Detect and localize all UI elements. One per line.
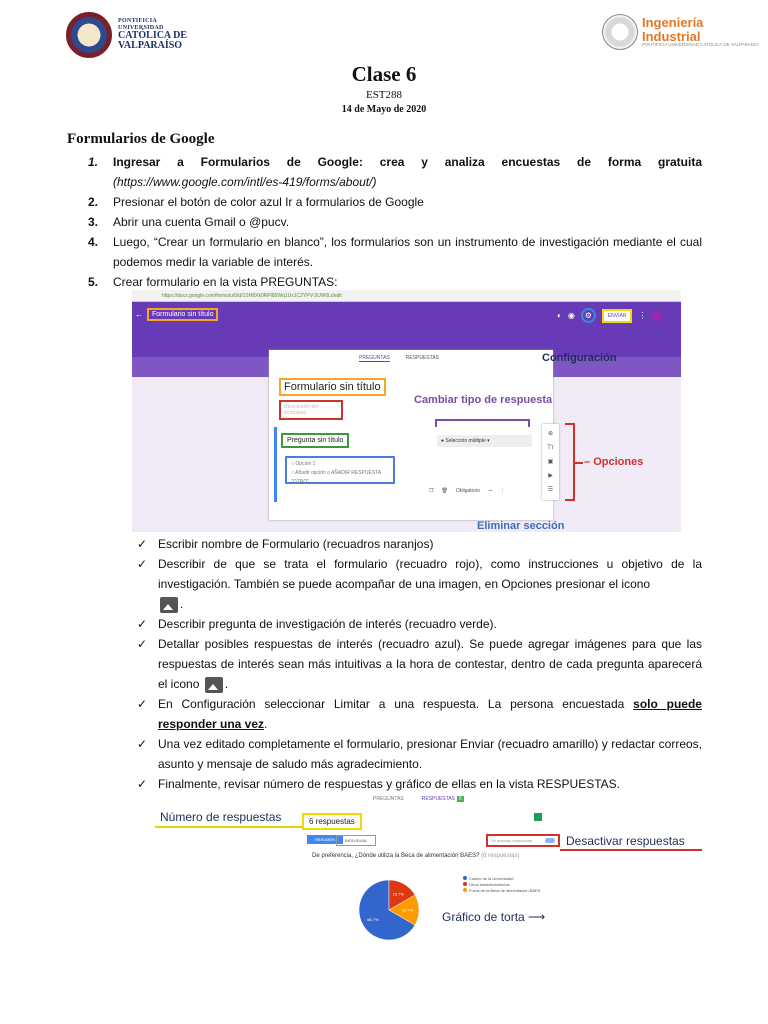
tab-preguntas-2[interactable]: PREGUNTAS: [373, 796, 404, 802]
preview-eye-icon[interactable]: ◉: [567, 311, 575, 320]
step-3: 3. Abrir una cuenta Gmail o @pucv.: [88, 215, 290, 229]
form-tabs: [359, 355, 439, 362]
form-description-field[interactable]: Descripción del formulario: [279, 400, 343, 420]
browser-url: https://docs.google.com/forms/u/0/d/1SH8Xk0RPl89Wq1Ux1C2YPV-3UW0Lt/edit: [132, 290, 681, 302]
annotation-eliminar: Eliminar sección: [477, 520, 565, 532]
annotation-grafico: Gráfico de torta ⟶: [442, 910, 546, 924]
annotation-tipo: Cambiar tipo de respuesta: [414, 394, 553, 406]
form-card: [269, 350, 553, 520]
tab-respuestas[interactable]: RESPUESTAS: [405, 355, 439, 361]
bullet-1: ✓ Escribir nombre de Formulario (recuadros naranjos): [137, 534, 702, 554]
question-title-field[interactable]: Pregunta sin título: [281, 433, 349, 448]
responses-badge: 6: [459, 796, 462, 802]
steps-list: [88, 152, 702, 292]
ingenieria-logo: Ingeniería Industrial PONTIFICIA UNIVERSIDAD CATÓLICA DE VALPARAÍSO: [602, 14, 759, 50]
question-footer: [429, 488, 505, 494]
required-label: Obligatorio: [455, 488, 481, 494]
bullet-7: ✓ Finalmente, revisar número de respuestas y gráfico de ellas en la vista RESPUESTAS.: [137, 774, 702, 794]
image-icon: [160, 597, 178, 613]
step-1: 1. Ingresar a Formularios de Google: crea y analiza encuestas de forma gratuita (https://www.google.com/intl/es-419/forms/about/): [88, 155, 702, 189]
check-icon: ✓: [137, 557, 148, 571]
accepting-responses-toggle[interactable]: Se aceptan respuestas: [486, 834, 560, 847]
legend-item: Fuera de la Beca de alimentación BAES: [463, 888, 540, 894]
top-toolbar: [557, 308, 662, 323]
form-title-top[interactable]: Formulario sin título: [147, 308, 218, 321]
instructions-list: [137, 534, 702, 794]
add-question-icon[interactable]: ⊕: [547, 431, 554, 437]
course-code: EST288: [365, 89, 403, 101]
check-icon: ✓: [137, 737, 148, 751]
pie-slice-label: 16.7%: [401, 907, 414, 913]
back-arrow-icon[interactable]: ←: [135, 310, 143, 319]
pucv-seal-icon: [66, 12, 112, 58]
duplicate-icon[interactable]: ❐: [429, 488, 434, 494]
pucv-logo: [66, 12, 187, 58]
bullet-6: ✓ Una vez editado completamente el formulario, presionar Enviar (recuadro amarillo) y redactar correos, asunto y mensaje de saludo más agradecimiento.: [137, 734, 702, 774]
subtab-individual[interactable]: INDIVIDUAL: [336, 835, 376, 846]
settings-gear-icon[interactable]: ⚙: [581, 308, 596, 323]
section-title: Formularios de Google: [67, 131, 215, 147]
delete-icon[interactable]: 🗑: [441, 488, 448, 494]
pie-slice-label: 66.7%: [367, 916, 379, 922]
check-icon: ✓: [137, 637, 148, 651]
responses-tabs: [373, 796, 464, 802]
required-toggle[interactable]: ⊸: [488, 488, 493, 494]
toggle-icon[interactable]: [545, 838, 555, 843]
legend-item: Otros establecimientos: [463, 882, 540, 888]
responses-count: 6 respuestas: [302, 813, 362, 830]
add-section-icon[interactable]: ☰: [547, 487, 554, 493]
form-editor-screenshot: [132, 290, 681, 532]
side-toolbar: [542, 424, 559, 500]
check-icon: ✓: [137, 777, 148, 791]
annotation-opciones: – Opciones: [584, 456, 644, 468]
question-type-select[interactable]: ● Selección múltiple ▾: [437, 435, 532, 447]
subtab-resumen[interactable]: RESUMEN: [307, 835, 343, 844]
bullet-4: ✓ Detallar posibles respuestas de interés (recuadro azul). Se puede agregar imágenes para que las respuestas de interés sean más intuitivas a la hora de contestar, dentro de cada pregunta aparecerá el icono .: [137, 634, 702, 694]
palette-icon[interactable]: ◐: [557, 311, 562, 320]
step-5: 5. Crear formulario en la vista PREGUNTAS:: [88, 275, 338, 289]
response-question: De preferencia, ¿Dónde utiliza la Beca de alimentación BAES? (6 respuestas): [312, 853, 520, 859]
bullet-2: ✓ Describir de que se trata el formulario (recuadro rojo), como instrucciones u objetivo de la investigación. También se puede acompañar de una imagen, en Opciones presionar el icono .: [137, 554, 702, 614]
page-title: Clase 6: [351, 62, 417, 86]
add-title-icon[interactable]: Tт: [547, 445, 554, 451]
annotation-num-respuestas: Número de respuestas: [160, 810, 282, 824]
check-icon: ✓: [137, 617, 148, 631]
pucv-name: PONTIFICIA UNIVERSIDAD CATÓLICA DE VALPARAÍSO: [118, 18, 187, 52]
bullet-3: ✓ Describir pregunta de investigación de interés (recuadro verde).: [137, 614, 702, 634]
tab-preguntas[interactable]: PREGUNTAS: [359, 355, 390, 361]
class-date: 14 de Mayo de 2020: [341, 104, 427, 115]
image-icon: [205, 677, 223, 693]
check-icon: ✓: [137, 537, 148, 551]
option-1[interactable]: ○ Opción 1: [291, 461, 316, 467]
annotation-desactivar: Desactivar respuestas: [566, 834, 685, 848]
add-image-icon[interactable]: ▣: [547, 459, 554, 465]
pie-slice-label: 16.7%: [392, 891, 404, 897]
more-icon[interactable]: ⋮: [638, 311, 647, 320]
pie-legend: [463, 876, 540, 894]
annotation-config: Configuración: [542, 352, 617, 364]
legend-item: Casino de la Universidad: [463, 876, 540, 882]
forms-url-link[interactable]: (https://www.google.com/intl/es-419/forms/about/): [113, 175, 377, 189]
check-icon: ✓: [137, 697, 148, 711]
form-title-field[interactable]: Formulario sin título: [279, 378, 386, 396]
avatar[interactable]: [652, 311, 662, 321]
question-more-icon[interactable]: ⋮: [500, 488, 506, 494]
pie-chart: [358, 879, 420, 941]
bullet-5: ✓ En Configuración seleccionar Limitar a una respuesta. La persona encuestada solo puede responder una vez.: [137, 694, 702, 734]
tab-respuestas-2[interactable]: RESPUESTAS 6: [421, 796, 462, 802]
add-option[interactable]: ○ Añadir opción o AÑADIR RESPUESTA "OTRO": [291, 470, 381, 485]
send-button[interactable]: ENVIAR: [602, 309, 633, 323]
add-video-icon[interactable]: ▶: [548, 473, 553, 479]
step-4: 4. Luego, “Crear un formulario en blanco”, los formularios son un instrumento de investigación mediante el cual podemos medir la variable de interés.: [88, 235, 702, 269]
spreadsheet-icon[interactable]: [534, 813, 542, 821]
ingenieria-seal-icon: [602, 14, 638, 50]
step-2: 2. Presionar el botón de color azul Ir a formularios de Google: [88, 195, 424, 209]
options-box: [285, 456, 395, 484]
